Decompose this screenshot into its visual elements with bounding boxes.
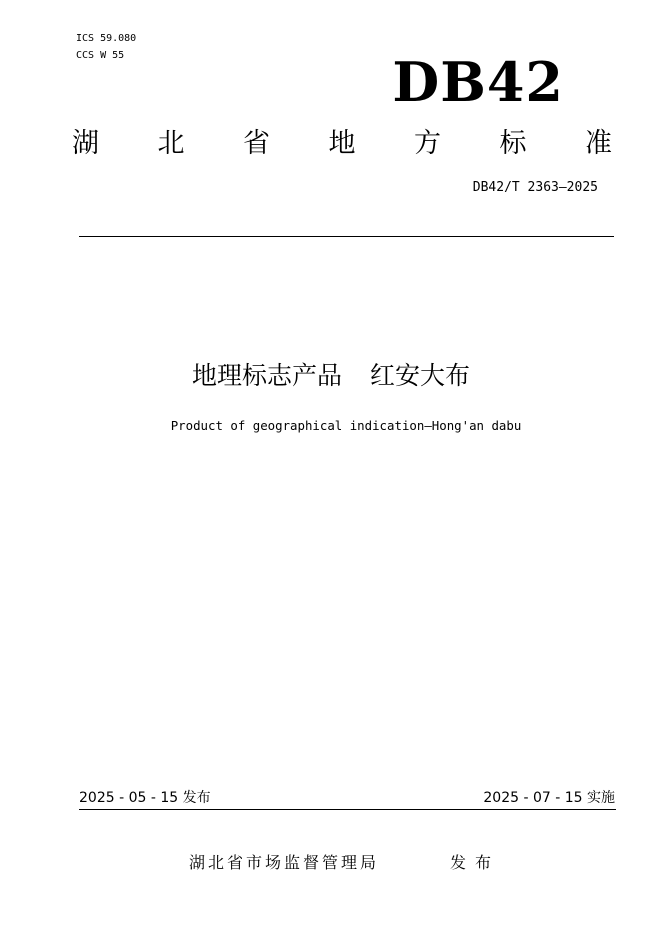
- title-cn-part2: 红安大布: [370, 361, 471, 390]
- standard-type-char: 准: [585, 128, 612, 159]
- standard-type-char: 湖: [72, 128, 99, 159]
- issuing-authority: 湖北省市场监督管理局: [189, 853, 380, 872]
- standard-type-char: 地: [328, 128, 356, 159]
- standard-type-char: 北: [157, 128, 185, 159]
- document-title-en: Product of geographical indication—Hong'an dabu: [170, 418, 522, 433]
- issue-label: 发布: [450, 853, 501, 872]
- standard-type-char: 方: [414, 128, 441, 159]
- standard-number: DB42/T 2363—2025: [472, 180, 598, 195]
- standard-type-char: 省: [243, 128, 270, 159]
- top-divider: [79, 236, 614, 237]
- standard-type-heading: [72, 128, 612, 160]
- db42-logo: DB42: [392, 50, 564, 114]
- ccs-code: CCS W 55: [76, 50, 125, 61]
- document-title-cn: [0, 360, 662, 392]
- standard-type-char: 标: [499, 128, 527, 159]
- title-cn-part1: 地理标志产品: [191, 361, 342, 390]
- ics-code: ICS 59.080: [76, 33, 137, 44]
- bottom-divider: [79, 809, 616, 810]
- issue-date: 2025 - 05 - 15 发布: [79, 790, 211, 806]
- implementation-date: 2025 - 07 - 15 实施: [483, 790, 615, 806]
